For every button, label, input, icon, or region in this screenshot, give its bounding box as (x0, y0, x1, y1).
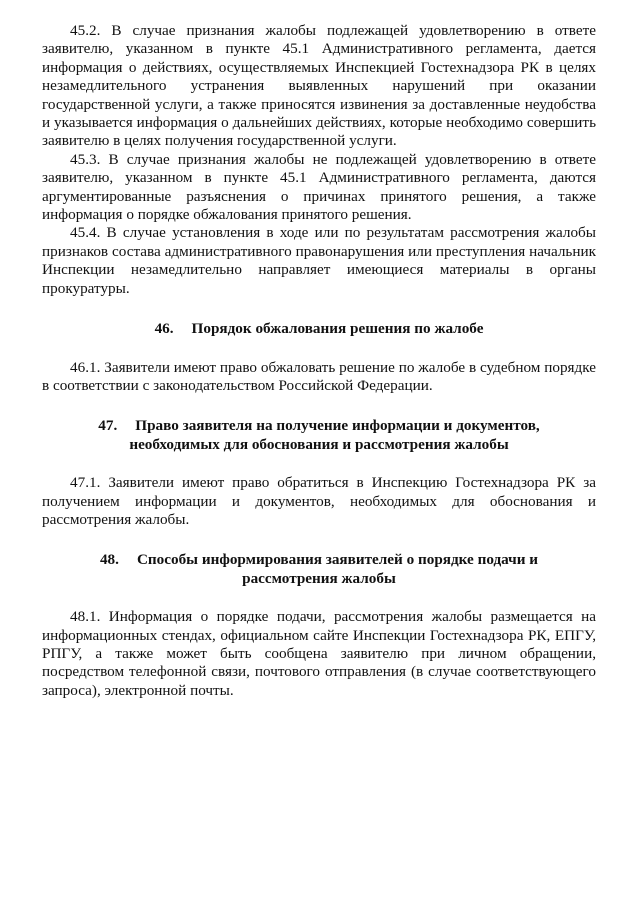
section-number-47: 47. (98, 417, 118, 435)
paragraph-47-1: 47.1. Заявители имеют право обратиться в Инспекцию Гостехнадзора РК за получением информации и документов, необходимых для обоснования и рассмотрения жалобы. (42, 474, 596, 528)
section-heading-47 (42, 417, 596, 454)
paragraph-45-4: 45.4. В случае установления в ходе или по результатам рассмотрения жалобы признаков состава административного правонарушения или преступления начальник Инспекции незамедлительно направляет имеющиеся материалы в органы прокуратуры. (42, 224, 596, 297)
section-heading-46 (42, 320, 596, 338)
document-page (42, 22, 596, 700)
paragraph-46-1: 46.1. Заявители имеют право обжаловать решение по жалобе в судебном порядке в соответствии с законодательством Российской Федерации. (42, 358, 596, 394)
section-title-46: Порядок обжалования решения по жалобе (191, 320, 484, 338)
section-heading-48 (42, 551, 596, 588)
paragraph-45-3: 45.3. В случае признания жалобы не подлежащей удовлетворению в ответе заявителю, указанном в пункте 45.1 Административного регламента, даются аргументированные разъяснения о причинах принятого решения, а также информация о порядке обжалования принятого решения. (42, 150, 596, 224)
section-number-48: 48. (99, 551, 119, 569)
paragraph-45-2: 45.2. В случае признания жалобы подлежащей удовлетворению в ответе заявителю, указанном в пункте 45.1 Административного регламента, дается информация о действиях, осуществляемых Инспекцией Гостехнадзора РК в целях незамедлительного устранения выявленных нарушений при оказании государственной услуги, а также приносятся извинения за доставленные неудобства и указывается информация о дальнейших действиях, которые необходимо совершить заявителю в целях получения государственной услуги. (42, 22, 596, 150)
paragraph-48-1: 48.1. Информация о порядке подачи, рассмотрения жалобы размещается на информационных стендах, официальном сайте Инспекции Гостехнадзора РК, ЕПГУ, РПГУ, а также может быть сообщена заявителю при личном обращении, посредством телефонной связи, почтового отправления (в случае соответствующего запроса), электронной почты. (42, 608, 596, 699)
section-title-47: Право заявителя на получение информации и документов, необходимых для обоснования и рассмотрения жалобы (129, 417, 540, 453)
section-number-46: 46. (154, 320, 174, 338)
section-title-48: Способы информирования заявителей о порядке подачи и рассмотрения жалобы (136, 551, 539, 587)
